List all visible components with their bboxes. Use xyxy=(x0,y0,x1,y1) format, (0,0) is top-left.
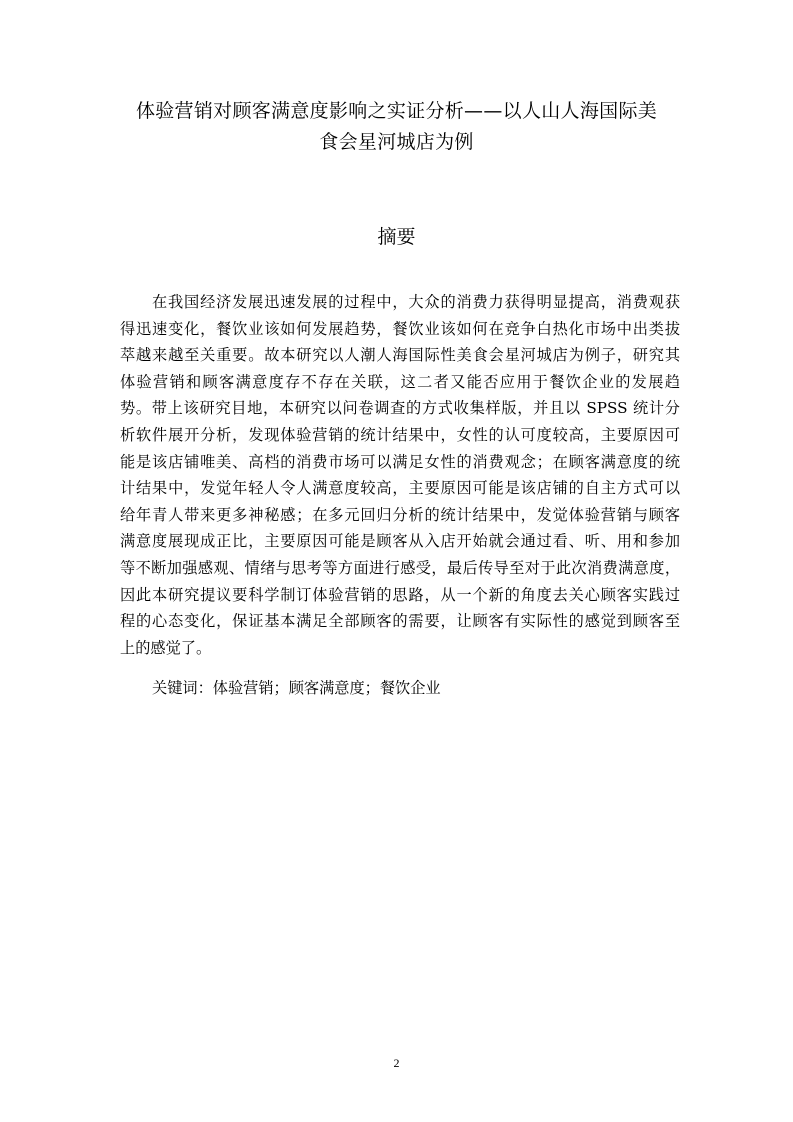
abstract-line: 等不断加强感观、情绪与思考等方面进行感受，最后传导至对于此次消费满意度， xyxy=(120,558,680,577)
title-line: 食会星河城店为例 xyxy=(319,131,474,153)
abstract-line: 上的感觉了。 xyxy=(120,638,212,657)
abstract-line: 能是该店铺唯美、高档的消费市场可以满足女性的消费观念；在顾客满意度的统 xyxy=(120,452,680,471)
title-line: 体验营销对顾客满意度影响之实证分析——以人山人海国际美 xyxy=(135,100,658,122)
abstract-line: 势。带上该研究目地，本研究以问卷调查的方式收集样版，并且以 SPSS 统计分 xyxy=(120,399,680,418)
abstract-line: 在我国经济发展迅速发展的过程中，大众的消费力获得明显提高，消费观获 xyxy=(152,293,680,311)
abstract-line: 因此本研究提议要科学制订体验营销的思路，从一个新的角度去关心顾客实践过 xyxy=(120,585,680,604)
page-number: 2 xyxy=(393,1056,400,1070)
abstract-body xyxy=(120,289,680,661)
keywords-line: 关键词：体验营销；顾客满意度；餐饮企业 xyxy=(152,679,441,697)
abstract-line: 给年青人带来更多神秘感；在多元回归分析的统计结果中，发觉体验营销与顾客 xyxy=(120,505,680,524)
abstract-line: 满意度展现成正比，主要原因可能是顾客从入店开始就会通过看、听、用和参加 xyxy=(120,532,680,551)
abstract-line: 体验营销和顾客满意度存不存在关联，这二者又能否应用于餐饮企业的发展趋 xyxy=(120,372,680,391)
abstract-line: 程的心态变化，保证基本满足全部顾客的需要，让顾客有实际性的感觉到顾客至 xyxy=(120,612,680,631)
abstract-line: 萃越来越至关重要。故本研究以人潮人海国际性美食会星河城店为例子，研究其 xyxy=(120,346,680,365)
abstract-heading: 摘要 xyxy=(377,226,416,248)
abstract-line: 析软件展开分析，发现体验营销的统计结果中，女性的认可度较高，主要原因可 xyxy=(120,425,680,444)
abstract-line: 得迅速变化，餐饮业该如何发展趋势，餐饮业该如何在竞争白热化市场中出类拔 xyxy=(120,319,680,338)
paper-title xyxy=(100,96,693,158)
abstract-line: 计结果中，发觉年轻人令人满意度较高，主要原因可能是该店铺的自主方式可以 xyxy=(120,479,680,498)
